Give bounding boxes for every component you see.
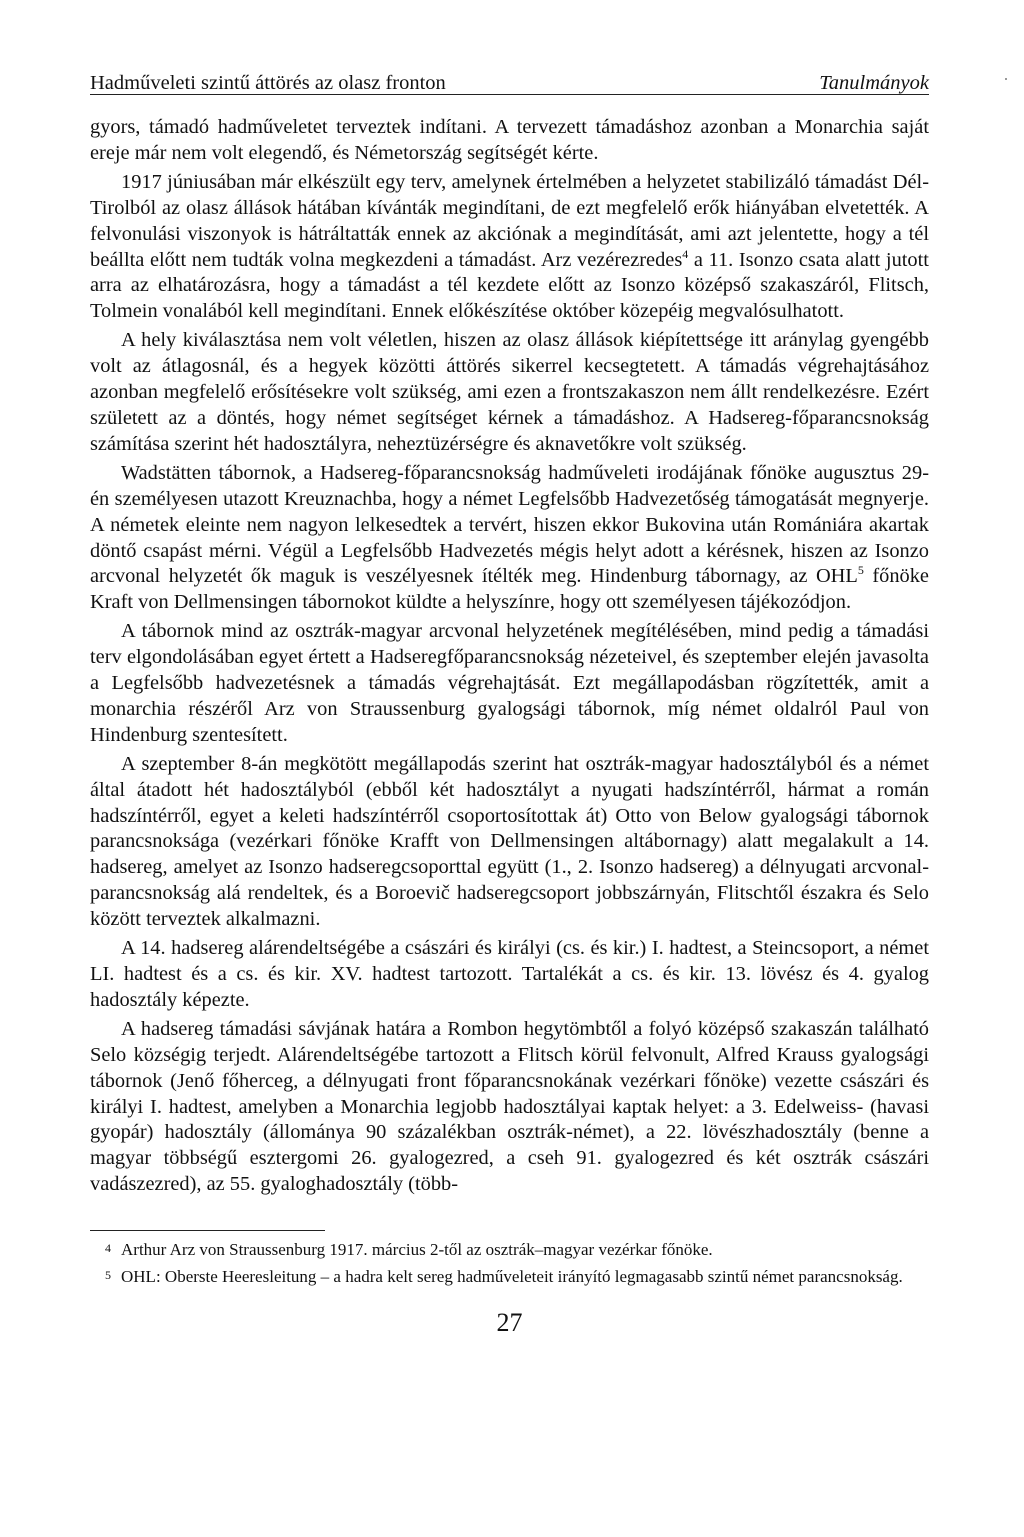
footnote-ref-5: 5	[857, 563, 864, 578]
paragraph-3: A hely kiválasztása nem volt véletlen, hiszen az olasz állások kiépítettsége itt aránylag gyengébb volt az átlagosnál, és a hegyek közötti áttörés sikerrel kecsegtetett. A támadás végrehajtásához azonban megfelelő erősítésekre volt szükség, ami ezen a frontszakaszon nem állt rendelkezésre. Ezért született az a döntés, hogy német segítséget kérnek a támadáshoz. A Hadsereg-főparancsnokság számítása szerint hét hadosztályra, neheztüzérségre és aknavetőkre volt szükség.	[90, 329, 929, 455]
header-section: Tanulmányok	[819, 72, 929, 94]
paragraph-1: gyors, támadó hadműveletet terveztek indítani. A tervezett támadáshoz azonban a Monarchia saját ereje már nem volt elegendő, és Németország segítségét kérte.	[90, 116, 929, 164]
paragraph-2-text-c: a 11. Isonzo csata alatt jutott arra az elhatározásra, hogy a támadást a tél kezdete előtt az Isonzo középső szakaszáról, Flitsch, Tolmein vonalából kell megindítani. Ennek előkészítése október közepéig megvalósulhatott.	[90, 248, 929, 323]
paragraph-6: A szeptember 8-án megkötött megállapodás szerint hat osztrák-magyar hadosztályból és a német által átadott hét hadosztályból (ebből két hadosztályt a nyugati hadszíntérről, hármat a román hadszíntérről, egyet a keleti hadszíntérről csoportosítottak át) Otto von Below gyalogsági tábornok parancsnoksága (vezérkari főnöke Krafft von Dellmensingen altábornagy) alatt megalakult a 14. hadsereg, amelyet az Isonzo hadseregcsoporttal együtt (1., 2. Isonzo hadsereg) a délnyugati arcvonal-parancsnokság alá rendeltek, és a Boroevič hadseregcsoport jobbszárnyán, Flitschtől északra és Selo között terveztek alkalmazni.	[90, 752, 929, 931]
paragraph-2-text-b: Arz vezérezredes	[540, 248, 683, 271]
footnote-4	[90, 1239, 929, 1262]
footnote-5	[90, 1266, 929, 1289]
paragraph-2-text: 1917 júniusában már elkészült egy terv, amelynek értelmében a helyzetet stabilizáló támadást Dél-Tirolból az olasz állások hátában kívánták megindítani, de ezt megfelelő erők hiányában elvetették. A felvonulási viszonyok is hátráltatták ennek az akciónak a megindítását, ami azt jelentette, hogy a tél beállta előtt nem tudták volna megkezdeni a támadást.	[90, 170, 929, 271]
footnote-ref-4: 4	[682, 246, 689, 261]
page-number: 27	[496, 1308, 523, 1338]
footnote-text: OHL: Oberste Heeresleitung – a hadra kelt sereg hadműveleteit irányító legmagasabb szintű német parancsnokság.	[121, 1266, 903, 1286]
footnote-mark: 5	[105, 1267, 111, 1282]
scan-speck	[1005, 78, 1007, 80]
paragraph-2	[90, 170, 929, 325]
running-header	[90, 60, 929, 95]
footnote-text: Arthur Arz von Straussenburg 1917. március 2-től az osztrák–magyar vezérkar főnöke.	[121, 1240, 713, 1260]
paragraph-4-text: Wadstätten tábornok, a Hadsereg-főparancsnokság hadműveleti irodájának főnöke augusztus 29-én személyesen utazott Kreuznachba, hogy a német Legfelsőbb Hadvezetőség támogatását megnyerje. A németek eleinte nem nagyon lelkesedtek a tervért, hiszen ekkor Bukovina után Romániára akartak döntő csapást mérni. Végül a Legfelsőbb Hadvezetés mégis helyt adott a kérésnek, hiszen az Isonzo arcvonal helyzetét ők maguk is veszélyesnek ítélték meg. Hindenburg tábornagy, az OHL	[90, 461, 929, 588]
footnotes	[90, 1239, 929, 1288]
paragraph-8: A hadsereg támadási sávjának határa a Rombon hegytömbtől a folyó középső szakaszán található Selo községig terjedt. Alárendeltségébe tartozott a Flitsch körül felvonult, Alfred Krauss gyalogsági tábornok (Jenő főherceg, a délnyugati front főparancsnokának vezérkari főnöke) vezette császári és királyi I. hadtest, amelyben a Monarchia legjobb hadosztályai kaptak helyet: a 3. Edelweiss- (havasi gyopár) hadosztály (állománya 90 százalékban osztrák-német), a 22. lövészhadosztály (benne a magyar többségű esztergomi 26. gyalogezred, a cseh 91. gyalogezred és két osztrák császári vadászezred), az 55. gyaloghadosztály (több-	[90, 1017, 929, 1196]
paragraph-4	[90, 461, 929, 616]
footnote-divider	[90, 1230, 325, 1231]
footnote-mark: 4	[105, 1241, 111, 1256]
paragraph-7: A 14. hadsereg alárendeltségébe a császári és királyi (cs. és kir.) I. hadtest, a Steincsoport, a német LI. hadtest és a cs. és kir. XV. hadtest tartozott. Tartalékát a cs. és kir. 13. lövész és 4. gyalog hadosztály képezte.	[90, 937, 929, 1011]
header-title: Hadműveleti szintű áttörés az olasz fronton	[90, 72, 446, 94]
body-text	[90, 115, 929, 1198]
paragraph-5: A tábornok mind az osztrák-magyar arcvonal helyzetének megítélésében, mind pedig a támadási terv elgondolásában egyet értett a Hadseregfőparancsnokság nézeteivel, és szeptember elején javasolta a Legfelsőbb hadvezetésnek a támadás végrehajtását. Ezt megállapodásban rögzítették, amit a monarchia részéről Arz von Straussenburg gyalogsági tábornok, míg német oldalról Paul von Hindenburg szentesített.	[90, 620, 929, 746]
page	[90, 60, 929, 1338]
paragraph-4-text-c: főnöke Kraft von Dellmensingen tábornokot küldte a helyszínre, hogy ott személyesen tájékozódjon.	[90, 565, 929, 614]
